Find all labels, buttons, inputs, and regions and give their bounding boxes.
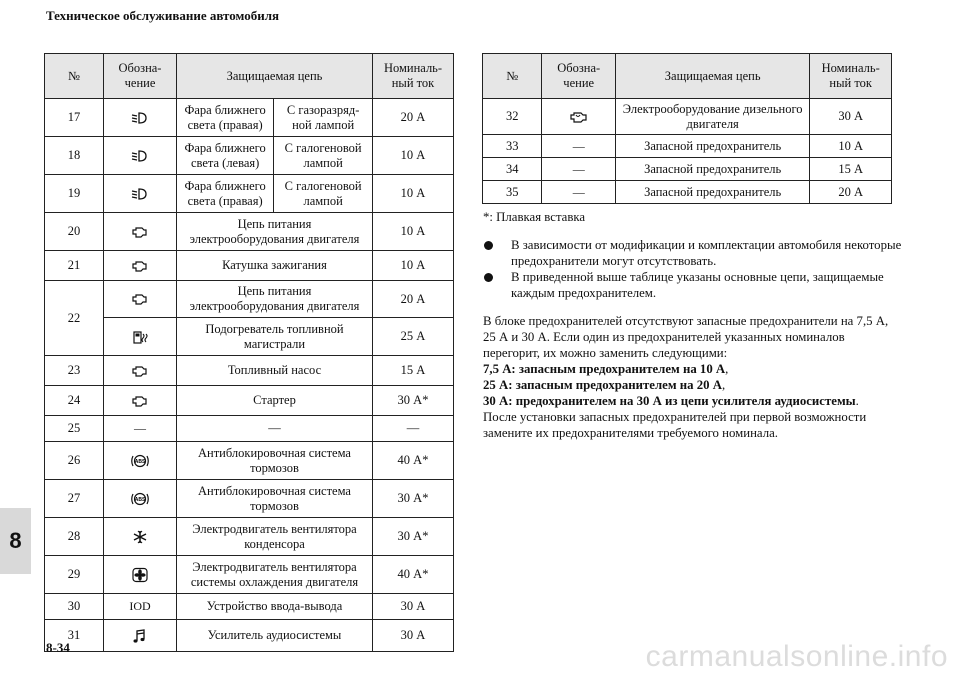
rating-cell: 30 А [373,620,454,652]
diesel-engine-icon [568,109,590,125]
table-row [45,556,454,594]
spare-line: 30 А: предохранителем на 30 А из цепи усилителя аудиосистемы. [483,394,859,408]
fuse-number: 23 [45,356,104,386]
closing-text: После установки запасных предохранителей при первой возможности замените их предохранителями требуемого номинала. [483,410,867,440]
col-header-rating: Номиналь-ный ток [373,54,454,99]
rating-cell: 10 А [810,135,892,158]
table-row [45,416,454,442]
col-header-circuit: Защищаемая цепь [177,54,373,99]
rating-cell: 25 А [373,318,454,356]
col-header-num: № [45,54,104,99]
rating-cell: 30 А [373,594,454,620]
headlight-icon [129,110,151,126]
table-row [45,281,454,318]
fuel-heater-icon [129,329,151,345]
col-header-symbol: Обозна-чение [104,54,177,99]
rating-cell: 20 А [810,181,892,204]
headlight-icon [129,148,151,164]
rating-cell: 20 А [373,281,454,318]
rating-cell: 30 А* [373,386,454,416]
symbol-cell [104,386,177,416]
notes-section [483,209,903,441]
rating-cell: 40 А* [373,442,454,480]
circuit-cell: Цепь питания электрооборудования двигателя [177,281,373,318]
table-row [45,480,454,518]
circuit-cell: Подогреватель топливной магистрали [177,318,373,356]
table-row [45,356,454,386]
fuse-number: 20 [45,213,104,251]
symbol-cell [104,518,177,556]
svg-text:ABS: ABS [134,458,146,465]
circuit-cell: Усилитель аудиосистемы [177,620,373,652]
symbol-text: — [572,161,585,176]
fuse-number: 27 [45,480,104,518]
rating-cell: 10 А [373,137,454,175]
headlight-icon [129,186,151,202]
bullet-text: В приведенной выше таблице указаны основные цепи, защищаемые каждым предохранителем. [511,270,884,300]
condenser-fan-icon [129,529,151,545]
fuse-number: 21 [45,251,104,281]
circuit-variant-cell: С газоразряд-ной лампой [274,99,373,137]
table-row [483,99,892,135]
rating-cell: 10 А [373,251,454,281]
symbol-text: — [572,184,585,199]
rating-cell: 20 А [373,99,454,137]
fuse-number: 33 [483,135,542,158]
fuse-number: 29 [45,556,104,594]
bullet-item [483,237,903,269]
symbol-cell [104,213,177,251]
table-row [483,158,892,181]
symbol-cell [104,356,177,386]
table-row [45,137,454,175]
circuit-cell: Запасной предохранитель [615,158,809,181]
table-row [45,594,454,620]
fuse-number: 22 [45,281,104,356]
symbol-cell [104,99,177,137]
symbol-cell [104,251,177,281]
circuit-cell: Антиблокировочная система тормозов [177,480,373,518]
bullet-text: В зависимости от модификации и комплектации автомобиля некоторые предохранители могут отсутствовать. [511,238,902,268]
circuit-cell: — [177,416,373,442]
fuse-number: 35 [483,181,542,204]
table-row [45,99,454,137]
circuit-cell: Электрооборудование дизельного двигателя [615,99,809,135]
symbol-text: — [572,138,585,153]
rating-cell: 30 А* [373,518,454,556]
circuit-cell: Стартер [177,386,373,416]
rating-cell: 10 А [373,175,454,213]
fuse-number: 18 [45,137,104,175]
spare-line: 25 А: запасным предохранителем на 20 А, [483,378,726,392]
symbol-cell [104,137,177,175]
symbol-cell [542,99,616,135]
symbol-cell [104,556,177,594]
table-row [483,181,892,204]
rating-cell: 40 А* [373,556,454,594]
rating-cell: 10 А [373,213,454,251]
circuit-cell: Топливный насос [177,356,373,386]
rating-cell: 30 А* [373,480,454,518]
table-row [483,135,892,158]
bullet-icon [484,241,493,250]
svg-text:ABS: ABS [134,496,146,503]
abs-icon [129,453,151,469]
bullet-icon [484,273,493,282]
circuit-variant-cell: С галогеновой лампой [274,137,373,175]
symbol-cell [104,442,177,480]
fuse-number: 19 [45,175,104,213]
symbol-text: IOD [129,599,151,613]
engine-icon [129,258,151,274]
table-row [45,175,454,213]
col-header-rating: Номиналь-ный ток [810,54,892,99]
table-row [45,386,454,416]
symbol-cell [104,281,177,318]
rating-cell: 30 А [810,99,892,135]
page-number: 8-34 [46,640,70,655]
engine-icon [129,224,151,240]
table-row [45,620,454,652]
footnote: *: Плавкая вставка [483,210,586,224]
radiator-fan-icon [129,567,151,583]
fuse-number: 32 [483,99,542,135]
circuit-cell: Запасной предохранитель [615,181,809,204]
circuit-cell: Электродвигатель вентилятора системы охлаждения двигателя [177,556,373,594]
circuit-cell: Фара ближнего света (левая) [177,137,274,175]
abs-icon [129,491,151,507]
symbol-cell [104,416,177,442]
symbol-cell [104,620,177,652]
rating-cell: 15 А [373,356,454,386]
rating-cell: — [373,416,454,442]
symbol-cell [104,318,177,356]
col-header-circuit: Защищаемая цепь [615,54,809,99]
col-header-symbol: Обозна-чение [542,54,616,99]
table-row [45,518,454,556]
engine-icon [129,291,151,307]
spare-line: 7,5 А: запасным предохранителем на 10 А, [483,362,729,376]
section-tab: 8 [0,508,31,574]
circuit-cell: Фара ближнего света (правая) [177,99,274,137]
circuit-cell: Катушка зажигания [177,251,373,281]
table-row [45,318,454,356]
fuse-table-right [482,53,892,204]
table-row [45,442,454,480]
fuse-number: 25 [45,416,104,442]
circuit-cell: Электродвигатель вентилятора конденсора [177,518,373,556]
symbol-cell [542,158,616,181]
spare-fuse-paragraph: В блоке предохранителей отсутствуют запасные предохранители на 7,5 А, 25 А и 30 А. Если один из предохранителей указанных номиналов перегорит, их можно заменить следующими: [483,314,889,360]
fuse-number: 24 [45,386,104,416]
circuit-cell: Цепь питания электрооборудования двигателя [177,213,373,251]
fuse-number: 34 [483,158,542,181]
symbol-text: — [134,421,146,435]
symbol-cell [104,175,177,213]
fuse-table-left [44,53,454,652]
symbol-cell [104,480,177,518]
audio-icon [129,628,151,644]
table-row [45,251,454,281]
fuse-number: 31 [45,620,104,652]
circuit-cell: Запасной предохранитель [615,135,809,158]
circuit-cell: Фара ближнего света (правая) [177,175,274,213]
fuse-number: 28 [45,518,104,556]
circuit-cell: Антиблокировочная система тормозов [177,442,373,480]
symbol-cell [104,594,177,620]
fuse-number: 17 [45,99,104,137]
fuse-number: 26 [45,442,104,480]
bullet-item [483,269,903,301]
engine-icon [129,393,151,409]
symbol-cell [542,181,616,204]
col-header-num: № [483,54,542,99]
fuse-number: 30 [45,594,104,620]
circuit-cell: Устройство ввода-вывода [177,594,373,620]
symbol-cell [542,135,616,158]
table-row [45,213,454,251]
circuit-variant-cell: С галогеновой лампой [274,175,373,213]
rating-cell: 15 А [810,158,892,181]
page-header: Техническое обслуживание автомобиля [46,8,280,23]
engine-icon [129,363,151,379]
watermark: carmanualsonline.info [645,640,948,673]
